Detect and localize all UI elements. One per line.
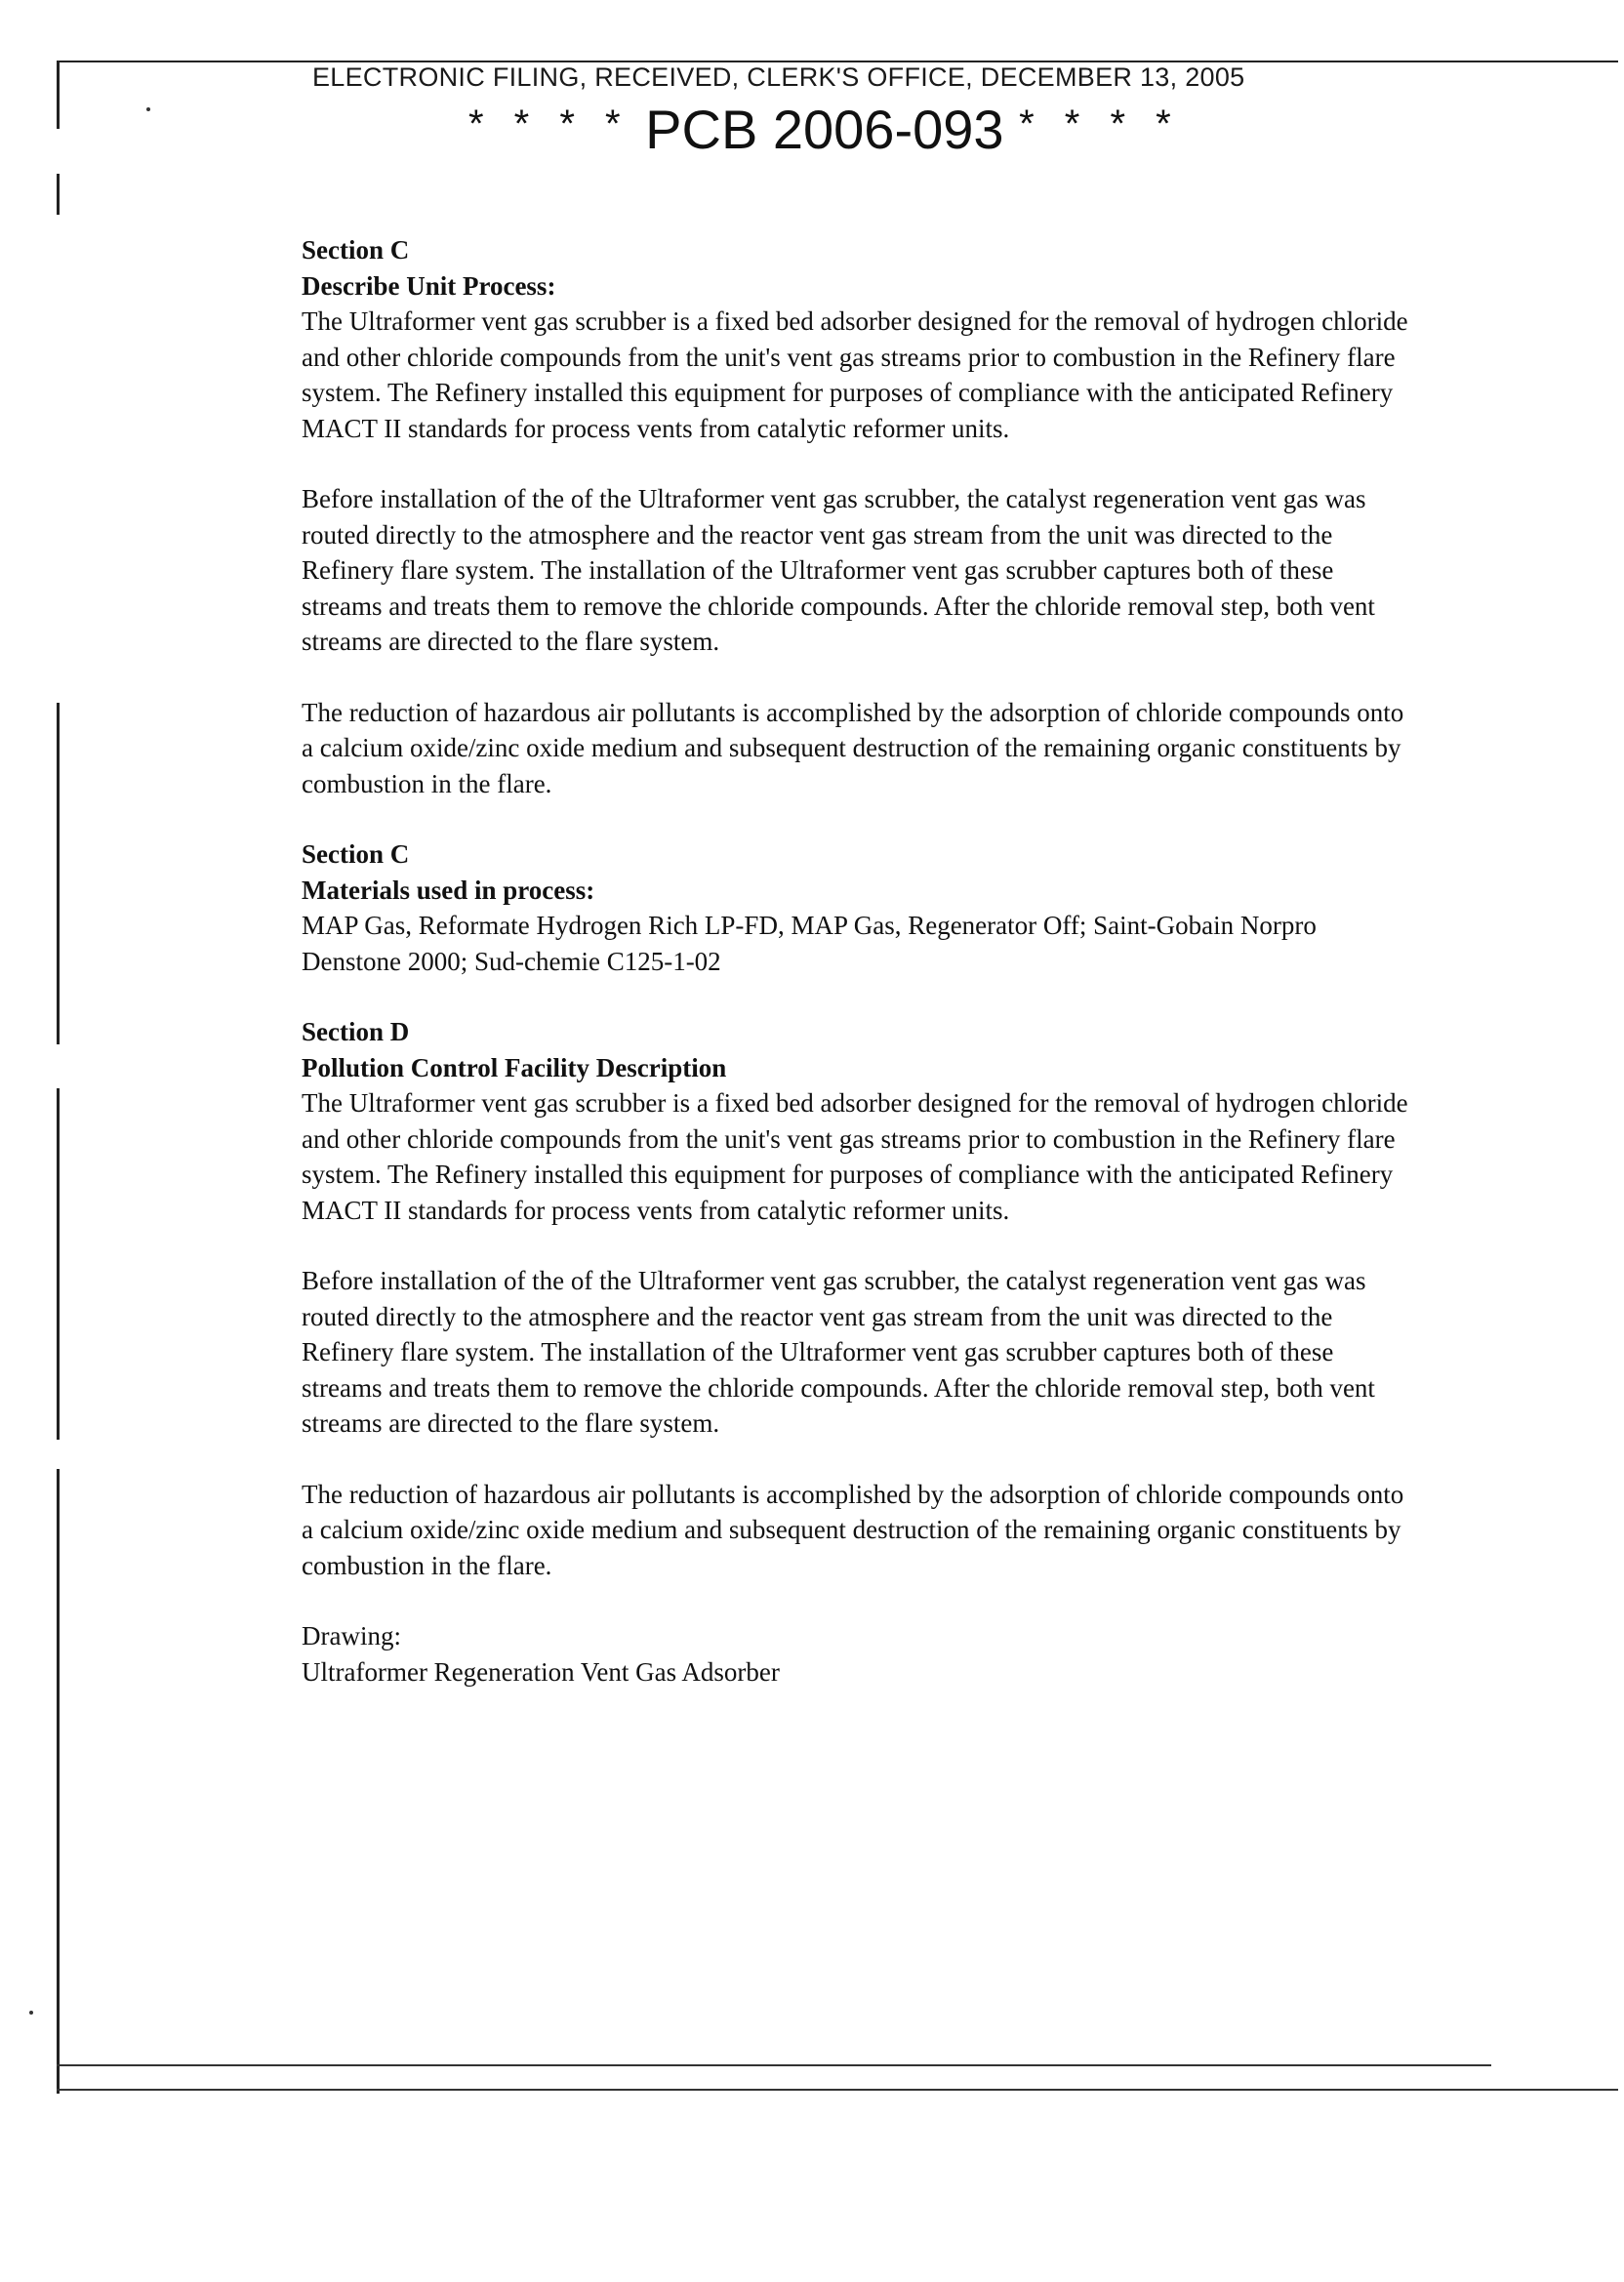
paragraph: The reduction of hazardous air pollutants is accomplished by the adsorption of chloride compounds onto a calcium oxide/zinc oxide medium and subsequent destruction of the remaining organic constituents by combustion in the flare. <box>302 1479 1404 1580</box>
scan-mark <box>57 1088 60 1440</box>
section-label: Section C <box>302 235 410 265</box>
section-title: Materials used in process: <box>302 875 595 905</box>
section-pollution-control <box>302 1014 1414 1583</box>
paragraph: The Ultraformer vent gas scrubber is a fixed bed adsorber designed for the removal of hydrogen chloride and other chloride compounds from the unit's vent gas streams prior to combustion in the Refinery flare system. The Refinery installed this equipment for purposes of compliance with the anticipated Refinery MACT II standards for process vents from catalytic reformer units. <box>302 306 1408 443</box>
stars-right: * * * * <box>1019 102 1181 145</box>
paragraph: The Ultraformer vent gas scrubber is a fixed bed adsorber designed for the removal of hydrogen chloride and other chloride compounds from the unit's vent gas streams prior to combustion in the Refinery flare system. The Refinery installed this equipment for purposes of compliance with the anticipated Refinery MACT II standards for process vents from catalytic reformer units. <box>302 1088 1408 1225</box>
case-number-stamp <box>468 98 1249 161</box>
section-unit-process <box>302 232 1414 801</box>
document-body <box>302 232 1414 1725</box>
filing-stamp: ELECTRONIC FILING, RECEIVED, CLERK'S OFFICE, DECEMBER 13, 2005 <box>312 62 1245 92</box>
scan-speck <box>29 2011 33 2015</box>
scan-line <box>57 2089 1618 2091</box>
stars-left: * * * * <box>468 102 630 145</box>
section-title: Describe Unit Process: <box>302 270 556 301</box>
paragraph: Before installation of the of the Ultraformer vent gas scrubber, the catalyst regeneration vent gas was routed directly to the atmosphere and the reactor vent gas stream from the unit was directed to the Refinery flare system. The installation of the Ultraformer vent gas scrubber captures both of these streams and treats them to remove the chloride compounds. After the chloride removal step, both vent streams are directed to the flare system. <box>302 1266 1375 1438</box>
drawing-label: Drawing: <box>302 1621 401 1650</box>
paragraph: Before installation of the of the Ultraformer vent gas scrubber, the catalyst regeneration vent gas was routed directly to the atmosphere and the reactor vent gas stream from the unit was directed to the Refinery flare system. The installation of the Ultraformer vent gas scrubber captures both of these streams and treats them to remove the chloride compounds. After the chloride removal step, both vent streams are directed to the flare system. <box>302 484 1375 656</box>
scan-mark <box>57 174 60 215</box>
section-label: Section C <box>302 839 410 869</box>
section-materials <box>302 836 1414 979</box>
paragraph: The reduction of hazardous air pollutants is accomplished by the adsorption of chloride compounds onto a calcium oxide/zinc oxide medium and subsequent destruction of the remaining organic constituents by combustion in the flare. <box>302 697 1404 798</box>
scan-border-left <box>57 61 60 129</box>
section-label: Section D <box>302 1017 410 1046</box>
paragraph: MAP Gas, Reformate Hydrogen Rich LP-FD, MAP Gas, Regenerator Off; Saint-Gobain Norpro Denstone 2000; Sud-chemie C125-1-02 <box>302 911 1317 976</box>
scan-line <box>57 2064 1491 2066</box>
drawing-reference <box>302 1618 1414 1690</box>
scan-mark <box>57 703 60 1044</box>
drawing-name: Ultraformer Regeneration Vent Gas Adsorber <box>302 1656 780 1687</box>
scan-mark <box>57 1469 60 2094</box>
case-number: PCB 2006-093 <box>645 99 1004 160</box>
section-title: Pollution Control Facility Description <box>302 1052 727 1082</box>
scan-speck <box>146 107 150 111</box>
